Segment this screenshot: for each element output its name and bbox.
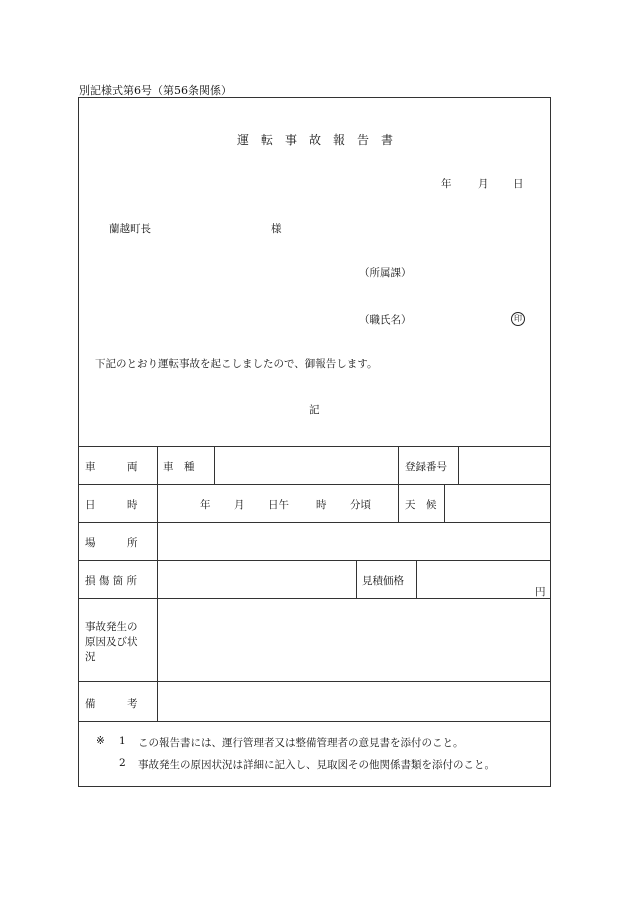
registration-rule-left <box>398 446 399 484</box>
label-column-rule <box>157 446 158 721</box>
datetime-hour: 時 <box>316 499 327 511</box>
weather-label: 天 候 <box>405 499 437 511</box>
datetime-label: 日 時 <box>85 499 138 511</box>
note-text: 事故発生の原因状況は詳細に記入し、見取図その他関係書類を添付のこと。 <box>138 759 495 771</box>
addressee-honorific: 様 <box>271 223 282 235</box>
weather-rule-left <box>398 484 399 522</box>
vehicle-type-label: 車 種 <box>163 461 195 473</box>
table-rule <box>78 721 551 722</box>
cause-label-line: 況 <box>85 651 96 663</box>
datetime-year: 年 <box>200 499 211 511</box>
note-number: 2 <box>119 757 126 769</box>
vehicle-type-rule <box>214 446 215 484</box>
form-title: 運 転 事 故 報 告 書 <box>236 133 393 147</box>
date-day: 日 <box>513 178 524 190</box>
table-rule <box>78 446 551 447</box>
yen-unit: 円 <box>535 586 546 598</box>
estimate-rule-left <box>356 560 357 598</box>
remarks-label: 備 考 <box>85 698 138 710</box>
table-rule <box>78 484 551 485</box>
weather-rule-right <box>444 484 445 522</box>
department-label: （所属課） <box>359 267 412 279</box>
estimate-label: 見積価格 <box>362 575 404 587</box>
notes-marker: ※ <box>96 735 105 747</box>
form-frame <box>78 97 551 787</box>
table-rule <box>78 681 551 682</box>
date-month: 月 <box>478 178 489 190</box>
seal-mark: 印 <box>511 312 525 326</box>
note-text: この報告書には、運行管理者又は整備管理者の意見書を添付のこと。 <box>138 737 464 749</box>
datetime-month: 月 <box>234 499 245 511</box>
vehicle-label: 車 両 <box>85 461 138 473</box>
addressee-name: 蘭越町長 <box>109 223 151 235</box>
estimate-rule-right <box>416 560 417 598</box>
cause-label-line: 原因及び状 <box>85 636 138 648</box>
table-rule <box>78 598 551 599</box>
date-year: 年 <box>441 178 452 190</box>
registration-label: 登録番号 <box>405 461 447 473</box>
ki-label: 記 <box>309 404 320 416</box>
place-label: 場 所 <box>85 537 138 549</box>
cause-label-line: 事故発生の <box>85 621 138 633</box>
table-rule <box>78 522 551 523</box>
damage-label: 損 傷 箇 所 <box>85 575 138 587</box>
datetime-minute: 分頃 <box>350 499 371 511</box>
name-label: （職氏名） <box>359 314 412 326</box>
form-number: 別記様式第6号（第56条関係） <box>79 84 232 97</box>
datetime-day-ampm: 日午 <box>268 499 289 511</box>
registration-rule-right <box>458 446 459 484</box>
table-rule <box>78 560 551 561</box>
note-number: 1 <box>119 735 126 747</box>
intro-text: 下記のとおり運転事故を起こしましたので、御報告します。 <box>95 358 378 370</box>
